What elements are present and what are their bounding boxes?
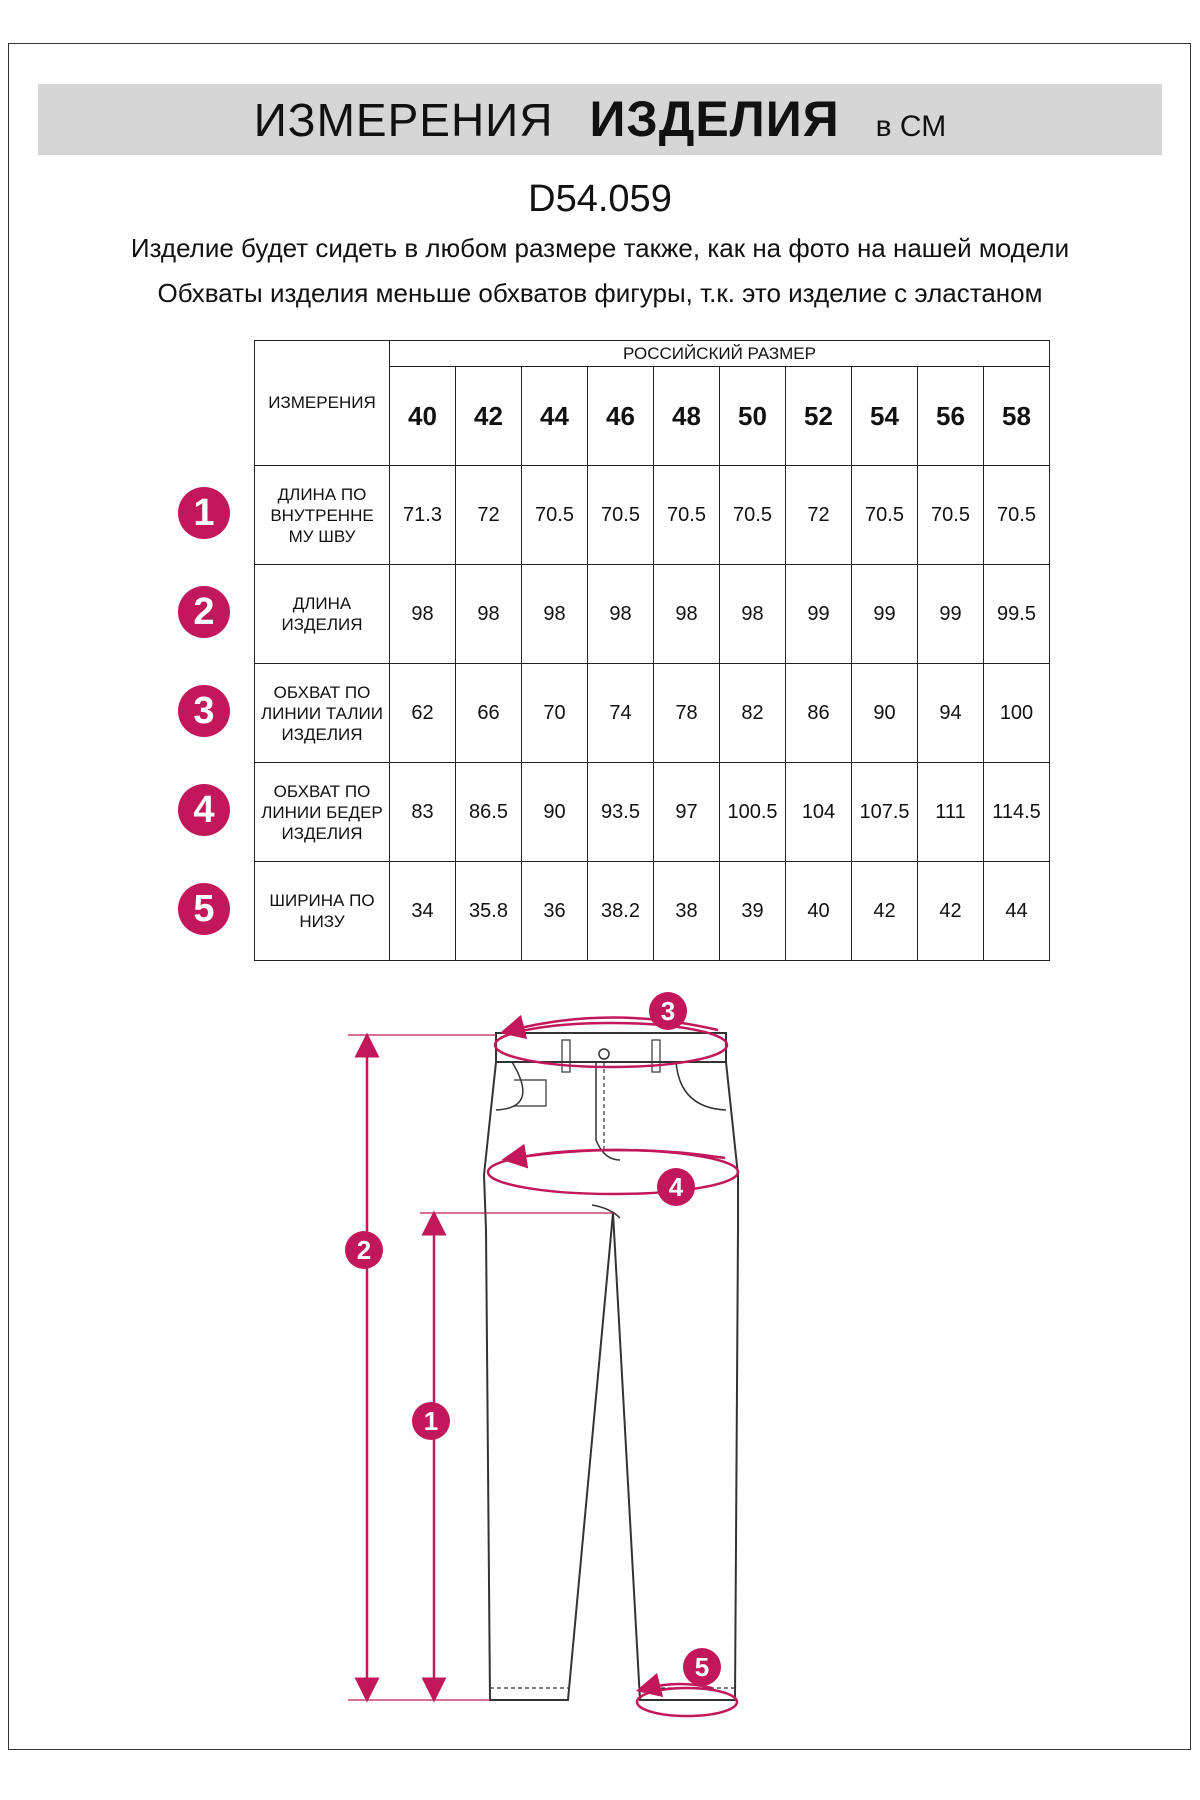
- table-cell: 66: [456, 664, 522, 763]
- table-cell: 72: [786, 466, 852, 565]
- table-cell: 70.5: [918, 466, 984, 565]
- table-cell: 86.5: [456, 763, 522, 862]
- trousers-outline: [484, 1033, 738, 1700]
- size-header: 52: [786, 367, 852, 466]
- hip-measurement: [488, 1150, 738, 1194]
- size-header: 50: [720, 367, 786, 466]
- table-cell: 72: [456, 466, 522, 565]
- product-code: D54.059: [528, 178, 672, 220]
- size-header: 46: [588, 367, 654, 466]
- size-header: 44: [522, 367, 588, 466]
- table-cell: 98: [654, 565, 720, 664]
- size-header: 48: [654, 367, 720, 466]
- row-badge-5: 5: [178, 883, 230, 935]
- marker-3-label: 3: [660, 996, 676, 1026]
- table-cell: 34: [390, 862, 456, 961]
- table-cell: 44: [984, 862, 1050, 961]
- table-cell: 38: [654, 862, 720, 961]
- table-cell: 62: [390, 664, 456, 763]
- row-badge-1: 1: [178, 487, 230, 539]
- table-cell: 86: [786, 664, 852, 763]
- table-cell: 70.5: [984, 466, 1050, 565]
- table-cell: 39: [720, 862, 786, 961]
- table-cell: 99: [786, 565, 852, 664]
- title-bold: ИЗДЕЛИЯ: [589, 91, 840, 147]
- table-cell: 107.5: [852, 763, 918, 862]
- table-cell: 98: [522, 565, 588, 664]
- row-label: ОБХВАТ ПО ЛИНИИ ТАЛИИ ИЗДЕЛИЯ: [255, 664, 390, 763]
- marker-1: [412, 1402, 450, 1440]
- measurements-header: ИЗМЕРЕНИЯ: [255, 341, 390, 466]
- table-cell: 70.5: [852, 466, 918, 565]
- row-label: ШИРИНА ПО НИЗУ: [255, 862, 390, 961]
- table-cell: 90: [852, 664, 918, 763]
- table-cell: 114.5: [984, 763, 1050, 862]
- russian-size-header: РОССИЙСКИЙ РАЗМЕР: [390, 341, 1050, 367]
- total-length-measurement: [348, 1035, 496, 1700]
- table-cell: 99: [918, 565, 984, 664]
- table-cell: 35.8: [456, 862, 522, 961]
- row-badge-2: 2: [178, 586, 230, 638]
- marker-4-label: 4: [668, 1172, 684, 1202]
- table-cell: 93.5: [588, 763, 654, 862]
- table-cell: 98: [390, 565, 456, 664]
- table-cell: 90: [522, 763, 588, 862]
- table-cell: 40: [786, 862, 852, 961]
- row-label: ДЛИНА ИЗДЕЛИЯ: [255, 565, 390, 664]
- size-header: 42: [456, 367, 522, 466]
- table-cell: 98: [456, 565, 522, 664]
- table-cell: 38.2: [588, 862, 654, 961]
- table-cell: 99.5: [984, 565, 1050, 664]
- fit-note: Изделие будет сидеть в любом размере также, как на фото на нашей модели: [130, 233, 1070, 263]
- inseam-measurement: [420, 1213, 613, 1690]
- table-cell: 98: [588, 565, 654, 664]
- marker-2: [345, 1231, 383, 1269]
- table-cell: 104: [786, 763, 852, 862]
- table-cell: 99: [852, 565, 918, 664]
- table-cell: 70.5: [720, 466, 786, 565]
- title-unit: в СМ: [875, 110, 947, 143]
- table-cell: 82: [720, 664, 786, 763]
- table-cell: 42: [852, 862, 918, 961]
- table-cell: 97: [654, 763, 720, 862]
- row-label: ДЛИНА ПО ВНУТРЕННЕ МУ ШВУ: [255, 466, 390, 565]
- elastane-note: Обхваты изделия меньше обхватов фигуры, т.к. это изделие с эластаном: [157, 278, 1043, 308]
- row-badge-3: 3: [178, 685, 230, 737]
- size-header: 40: [390, 367, 456, 466]
- table-cell: 70.5: [654, 466, 720, 565]
- table-cell: 70.5: [522, 466, 588, 565]
- table-cell: 70: [522, 664, 588, 763]
- table-cell: 100: [984, 664, 1050, 763]
- marker-4: [657, 1168, 695, 1206]
- marker-1-label: 1: [423, 1406, 439, 1436]
- marker-5: [683, 1648, 721, 1686]
- marker-2-label: 2: [356, 1235, 372, 1265]
- size-header: 54: [852, 367, 918, 466]
- marker-5-label: 5: [694, 1652, 710, 1682]
- table-cell: 74: [588, 664, 654, 763]
- table-cell: 78: [654, 664, 720, 763]
- table-cell: 83: [390, 763, 456, 862]
- size-header: 56: [918, 367, 984, 466]
- table-cell: 42: [918, 862, 984, 961]
- table-cell: 100.5: [720, 763, 786, 862]
- table-cell: 70.5: [588, 466, 654, 565]
- table-cell: 71.3: [390, 466, 456, 565]
- row-badge-4: 4: [178, 784, 230, 836]
- title-light: ИЗМЕРЕНИЯ: [253, 94, 554, 146]
- waist-measurement: [495, 1018, 727, 1068]
- table-cell: 36: [522, 862, 588, 961]
- table-cell: 98: [720, 565, 786, 664]
- marker-3: [649, 992, 687, 1030]
- table-cell: 111: [918, 763, 984, 862]
- table-cell: 94: [918, 664, 984, 763]
- size-header: 58: [984, 367, 1050, 466]
- row-label: ОБХВАТ ПО ЛИНИИ БЕДЕР ИЗДЕЛИЯ: [255, 763, 390, 862]
